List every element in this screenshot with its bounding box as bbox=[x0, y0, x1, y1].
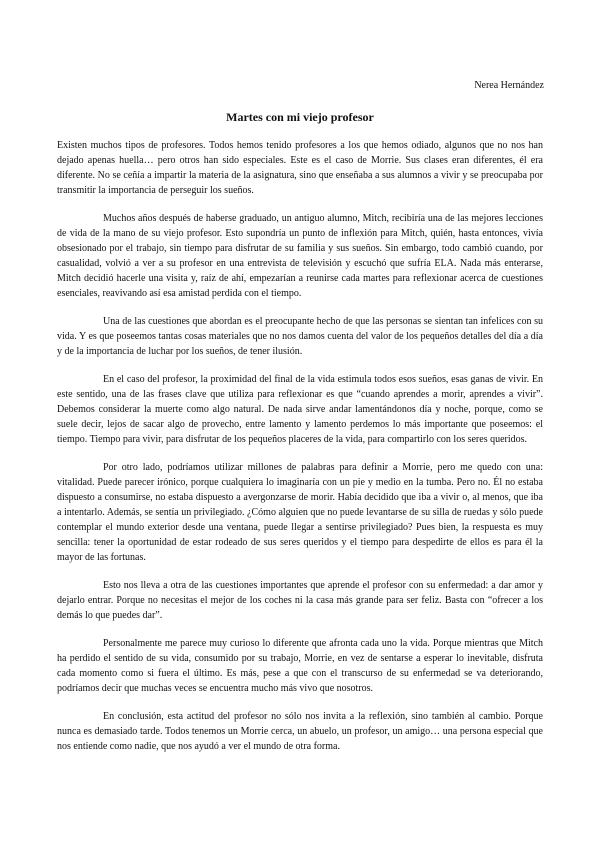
paragraph-6: Esto nos lleva a otra de las cuestiones importantes que aprende el profesor con su enfermedad: a dar amor y dejarlo entrar. Porque no necesitas el mejor de los coches ni la casa más grande para ser feliz. Basta con “ofrecer a los demás lo que puedes dar”. bbox=[57, 580, 543, 621]
paragraph-4: En el caso del profesor, la proximidad del final de la vida estimula todos esos sueños, esas ganas de vivir. En este sentido, una de las frases clave que utiliza para reflexionar es que “cuando aprendes a morir, aprendes a vivir”. Debemos considerar la muerte como algo natural. De nada sirve andar lamentándonos día y noche, porque, como se suele decir, lejos de sacar algo de provecho, entre lamento y lamento perdemos lo más importante que poseemos: el tiempo. Tiempo para vivir, para disfrutar de los pequeños placeres de la vida, para compartirlo con los seres queridos. bbox=[57, 374, 543, 445]
document-title: Martes con mi viejo profesor bbox=[226, 110, 374, 124]
paragraph-1: Existen muchos tipos de profesores. Todos hemos tenido profesores a los que hemos odiado, algunos que no nos han dejado apenas huella… pero otros han sido especiales. Este es el caso de Morrie. Sus clases eran diferentes, él era diferente. No se ceñía a impartir la materia de la asignatura, sino que enseñaba a sus alumnos a vivir y se preocupaba por transmitir la importancia de perseguir los sueños. bbox=[57, 140, 543, 196]
paragraph-7: Personalmente me parece muy curioso lo diferente que afronta cada uno la vida. Porque mientras que Mitch ha perdido el sentido de su vida, consumido por su trabajo, Morrie, en vez de sentarse a esperar lo inevitable, disfruta cada momento como si fuera el último. Es más, pese a que con el transcurso de su enfermedad se va deteriorando, podríamos decir que muchas veces se encuentra mucho más vivo que nosotros. bbox=[57, 638, 543, 694]
document-body bbox=[57, 138, 543, 767]
author-name: Nerea Hernández bbox=[474, 80, 544, 91]
paragraph-3: Una de las cuestiones que abordan es el preocupante hecho de que las personas se sientan tan infelices con su vida. Y es que poseemos tantas cosas materiales que no nos damos cuenta del valor de los pequeños detalles del día a día y de la importancia de luchar por los sueños, de tener ilusión. bbox=[57, 316, 543, 357]
paragraph-8: En conclusión, esta actitud del profesor no sólo nos invita a la reflexión, sino también al cambio. Porque nunca es demasiado tarde. Todos tenemos un Morrie cerca, un abuelo, un profesor, un amigo… una persona especial que nos entiende como nadie, que nos ayudó a ver el mundo de otra forma. bbox=[57, 711, 543, 752]
paragraph-2: Muchos años después de haberse graduado, un antiguo alumno, Mitch, recibiría una de las mejores lecciones de vida de la mano de su viejo profesor. Esto supondría un punto de inflexión para Mitch, quién, hasta entonces, vivía obsesionado por el trabajo, sin tiempo para disfrutar de su familia y sus sueños. Sin embargo, todo cambió cuando, por casualidad, volvió a ver a su profesor en una entrevista de televisión y escuchó que sufría ELA. Nada más enterarse, Mitch decidió hacerle una visita y, raíz de ahí, empezarían a reunirse cada martes para reflexionar acerca de cuestiones esenciales, reavivando así esa amistad perdida con el tiempo. bbox=[57, 213, 543, 299]
paragraph-5: Por otro lado, podríamos utilizar millones de palabras para definir a Morrie, pero me quedo con una: vitalidad. Puede parecer irónico, porque cualquiera lo imaginaría con un pie y medio en la tumba. Pero no. Él no estaba dispuesto a consumirse, no estaba dispuesto a avergonzarse de morir. Había decidido que iba a vivir o, al menos, que iba a intentarlo. Además, se sentía un privilegiado. ¿Cómo alguien que no puede levantarse de su silla de ruedas y sólo puede contemplar el mundo exterior desde una ventana, puede llegar a sentirse privilegiado? Pues bien, la respuesta es muy sencilla: tener la oportunidad de estar rodeado de sus seres queridos y el tiempo para despedirte de ellos es para él la mayor de las fortunas. bbox=[57, 462, 543, 563]
